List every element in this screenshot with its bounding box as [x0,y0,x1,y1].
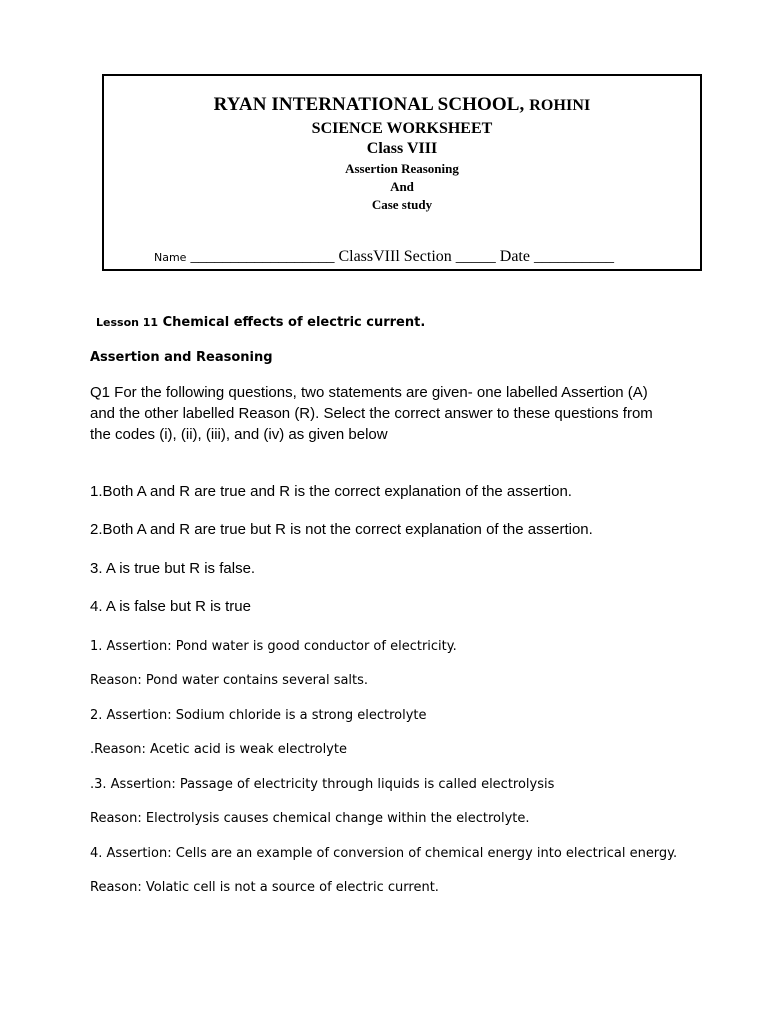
school-location: ROHINI [529,97,591,114]
question-2-assertion: 2. Assertion: Sodium chloride is a strong electrolyte [90,708,427,723]
question-instructions: Q1 For the following questions, two statements are given- one labelled Assertion (A) and the other labelled Reason (R). Select the correct answer to these questions from the codes (i), (ii), (iii), and (iv) as given below [90,384,653,443]
worksheet-header-box [102,74,702,271]
answer-code-2: 2.Both A and R are true but R is not the correct explanation of the assertion. [90,521,593,538]
subtitle-case-study: Case study [371,197,433,212]
name-section-date-blanks: __________________ ClassVIIl Section _____ Date __________ [186,248,614,265]
subtitle-assertion-reasoning: Assertion Reasoning [345,161,459,176]
name-label: Name [154,251,187,264]
question-1-reason: Reason: Pond water contains several salts. [90,673,369,688]
worksheet-title: SCIENCE WORKSHEET [311,120,493,137]
subtitle-and: And [390,179,414,194]
answer-code-3: 3. A is true but R is false. [90,560,256,577]
lesson-heading [96,315,425,330]
question-3-reason: Reason: Electrolysis causes chemical change within the electrolyte. [90,811,530,826]
lesson-title: Chemical effects of electric current. [162,315,426,330]
question-4-reason: Reason: Volatic cell is not a source of electric current. [90,880,439,895]
question-4-assertion: 4. Assertion: Cells are an example of conversion of chemical energy into electrical energy. [90,846,678,861]
answer-code-1: 1.Both A and R are true and R is the correct explanation of the assertion. [90,483,572,500]
section-heading: Assertion and Reasoning [90,350,273,365]
class-label: Class VIII [366,140,438,157]
question-2-reason: .Reason: Acetic acid is weak electrolyte [90,742,347,757]
lesson-number: Lesson 11 [96,316,159,329]
school-name-line [104,94,700,116]
school-name: RYAN INTERNATIONAL SCHOOL, [213,94,525,115]
question-1-assertion: 1. Assertion: Pond water is good conductor of electricity. [90,639,457,654]
student-details-line [154,248,614,266]
question-3-assertion: .3. Assertion: Passage of electricity through liquids is called electrolysis [90,777,555,792]
answer-code-4: 4. A is false but R is true [90,598,251,615]
